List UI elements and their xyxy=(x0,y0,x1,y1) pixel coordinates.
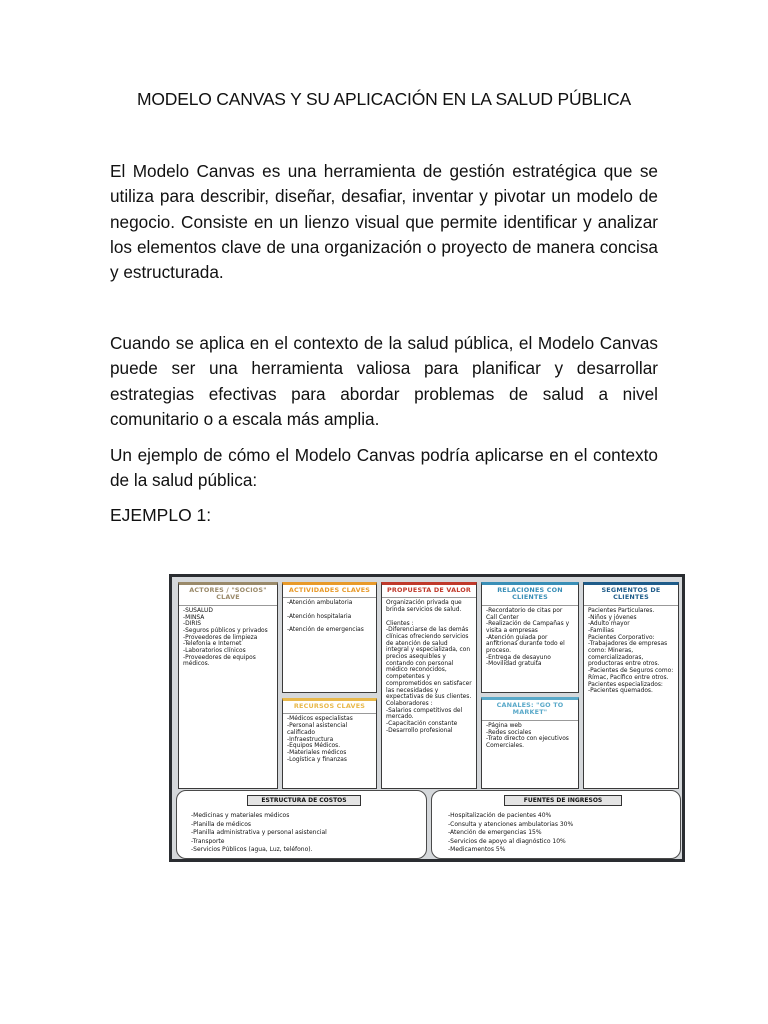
key-resources-title: RECURSOS CLAVES xyxy=(283,701,376,714)
value-proposition-body: Organización privada que brinda servicios de salud. Clientes : -Diferenciarse de las demás clínicas ofreciendo servicios de atención de salud integral y especializada, con precios asequibles y contando con personal médico reconocidos, competentes y comprometidos en satisfacer las necesidades y expectativas de sus clientes. Colaboradores : -Salarios competitivos del mercado. -Capacitación constante -Desarrollo profesional xyxy=(386,600,472,734)
customer-relationships-body: -Recordatorio de citas por Call Center -Realización de Campañas y visita a empresas -Atención guiada por anfitrionas durante todo el proceso. -Entrega de desayuno -Movilidad gratuita xyxy=(486,607,570,668)
key-resources-body: -Médicos especialistas -Personal asistencial calificado -Infraestructura -Equipos Médicos. -Materiales médicos -Logística y finanzas xyxy=(287,716,353,763)
canvas-box-customer-segments xyxy=(583,582,679,789)
channels-body: -Página web -Redes sociales -Trato directo con ejecutivos Comerciales. xyxy=(486,722,569,749)
canvas-box-key-partners xyxy=(178,582,278,789)
canvas-box-cost-structure xyxy=(176,790,427,859)
key-partners-title: ACTORES / "SOCIOS" CLAVE xyxy=(179,585,277,606)
key-partners-body: -SUSALUD -MINSA -DIRIS -Seguros públicos y privados -Proveedores de limpieza -Telefonía e Internet -Laboratorios clínicos -Proveedores de equipos médicos. xyxy=(183,607,268,668)
canvas-box-key-resources xyxy=(282,698,377,789)
canvas-box-customer-relationships xyxy=(481,582,579,693)
cost-structure-body: -Medicinas y materiales médicos -Planilla de médicos -Planilla administrativa y personal asistencial -Transporte -Servicios Públicos (agua, Luz, teléfono). xyxy=(191,812,327,854)
revenue-streams-body: -Hospitalización de pacientes 40% -Consulta y atenciones ambulatorias 30% -Atención de emergencias 15% -Servicios de apoyo al diagnóstico 10% -Medicamentos 5% xyxy=(448,812,574,854)
business-model-canvas-figure xyxy=(169,574,685,862)
paragraph-intro: El Modelo Canvas es una herramienta de gestión estratégica que se utiliza para describir, diseñar, desafiar, inventar y pivotar un modelo de negocio. Consiste en un lienzo visual que permite identificar y analizar los elementos clave de una organización o proyecto de manera concisa y estructurada. xyxy=(110,161,658,283)
canvas-box-channels xyxy=(481,697,579,789)
document-title: MODELO CANVAS Y SU APLICACIÓN EN LA SALUD PÚBLICA xyxy=(137,89,631,109)
customer-segments-body: Pacientes Particulares. -Niños y jóvenes -Adulto mayor -Familias Pacientes Corporativo: -Trabajadores de empresas como: Mineras, comercializadoras, productoras entre otros. -Pacientes de Seguros como: Rímac, Pacífico entre otros. Pacientes especializados: -Pacientes quemados. xyxy=(588,607,674,695)
key-activities-title: ACTIVIDADES CLAVES xyxy=(283,585,376,598)
canvas-box-value-proposition xyxy=(381,582,477,789)
revenue-streams-title: FUENTES DE INGRESOS xyxy=(504,795,622,806)
canvas-box-revenue-streams xyxy=(431,790,681,859)
paragraph-example-intro: Un ejemplo de cómo el Modelo Canvas podría aplicarse en el contexto de la salud pública: xyxy=(110,445,658,491)
value-proposition-title: PROPUESTA DE VALOR xyxy=(382,585,476,598)
example-heading: EJEMPLO 1: xyxy=(110,505,212,525)
customer-segments-title: SEGMENTOS DE CLIENTES xyxy=(584,585,678,606)
canvas-box-key-activities xyxy=(282,582,377,693)
channels-title: CANALES: "GO TO MARKET" xyxy=(482,700,578,721)
customer-relationships-title: RELACIONES CON CLIENTES xyxy=(482,585,578,606)
paragraph-context: Cuando se aplica en el contexto de la salud pública, el Modelo Canvas puede ser una herramienta valiosa para planificar y desarrollar estrategias efectivas para abordar problemas de salud a nivel comunitario o a escala más amplia. xyxy=(110,333,658,429)
cost-structure-title: ESTRUCTURA DE COSTOS xyxy=(247,795,361,806)
key-activities-body: -Atención ambulatoria -Atención hospitalaria -Atención de emergencias xyxy=(287,600,364,634)
